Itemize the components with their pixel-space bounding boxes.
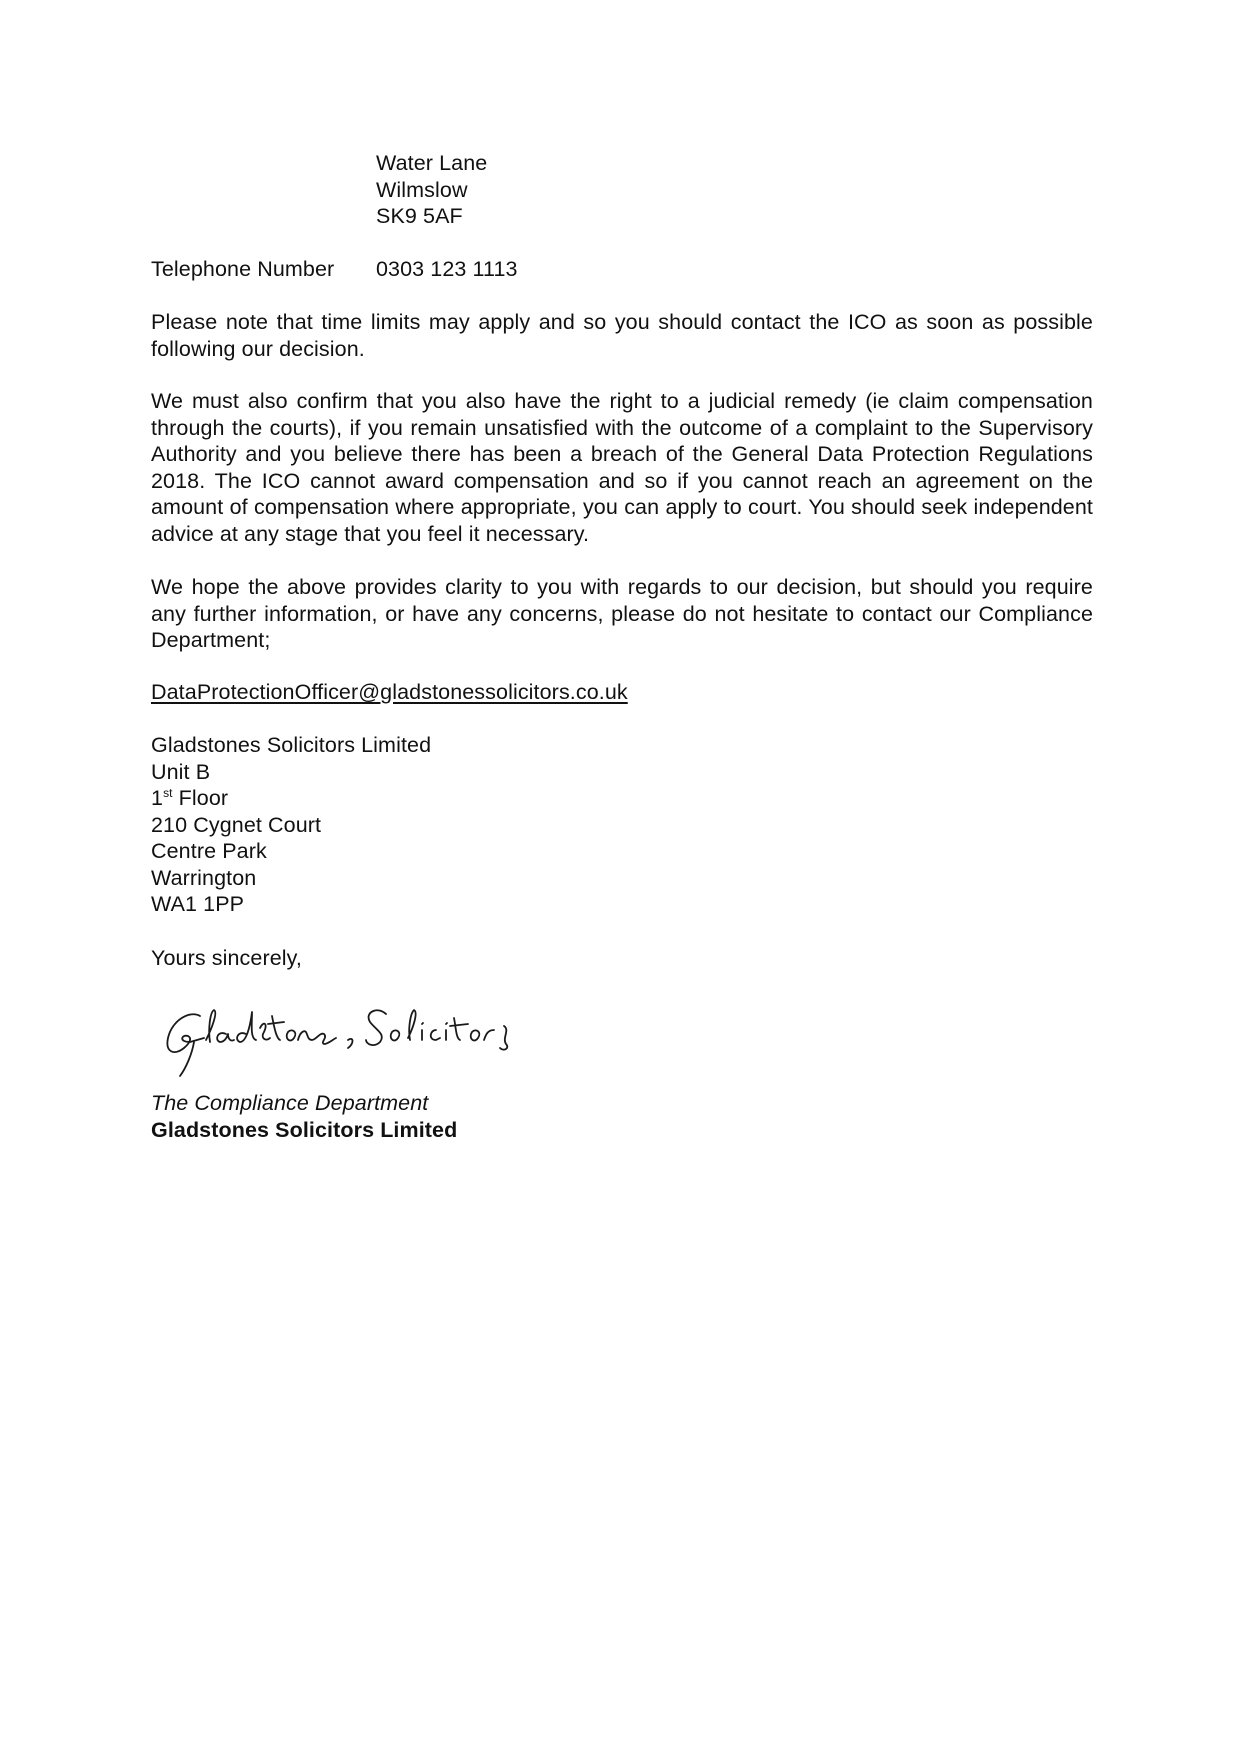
telephone-row [151, 256, 518, 283]
signoff-department: The Compliance Department [151, 1091, 429, 1115]
address-line: SK9 5AF [376, 204, 463, 228]
firm-postcode: WA1 1PP [151, 892, 245, 916]
firm-unit: Unit B [151, 759, 211, 784]
floor-number: 1 [151, 786, 164, 810]
handwritten-signature [160, 998, 520, 1084]
email-link[interactable]: DataProtectionOfficer@gladstonessolicitors.co.uk [151, 680, 628, 704]
closing-salutation: Yours sincerely, [151, 946, 302, 970]
floor-suffix: st [163, 786, 173, 800]
paragraph-judicial-remedy: We must also confirm that you also have the right to a judicial remedy (ie claim compensation through the courts), if you remain unsatisfied with the outcome of a complaint to the Supervisory Authority and you believe there has been a breach of the General Data Protection Regulations 2018. The ICO cannot award compensation and so if you cannot reach an agreement on the amount of compensation where appropriate, you can apply to court. You should seek independent advice at any stage that you feel it necessary. [151, 389, 1093, 546]
firm-street: 210 Cygnet Court [151, 812, 322, 837]
paragraph-time-limits: Please note that time limits may apply and so you should contact the ICO as soon as possible following our decision. [151, 310, 1093, 361]
firm-floor [151, 785, 431, 812]
address-line: Wilmslow [376, 177, 468, 202]
paragraph-clarity: We hope the above provides clarity to you with regards to our decision, but should you require any further information, or have any concerns, please do not hesitate to contact our Compliance Department; [151, 575, 1093, 652]
telephone-label: Telephone Number [151, 257, 335, 281]
recipient-address [376, 150, 487, 230]
telephone-number: 0303 123 1113 [376, 257, 518, 281]
firm-address [151, 732, 431, 918]
floor-word: Floor [172, 786, 229, 810]
firm-area: Centre Park [151, 839, 267, 863]
firm-town: Warrington [151, 865, 257, 890]
address-line: Water Lane [376, 151, 488, 175]
signoff-firm: Gladstones Solicitors Limited [151, 1118, 458, 1142]
firm-name: Gladstones Solicitors Limited [151, 733, 432, 757]
